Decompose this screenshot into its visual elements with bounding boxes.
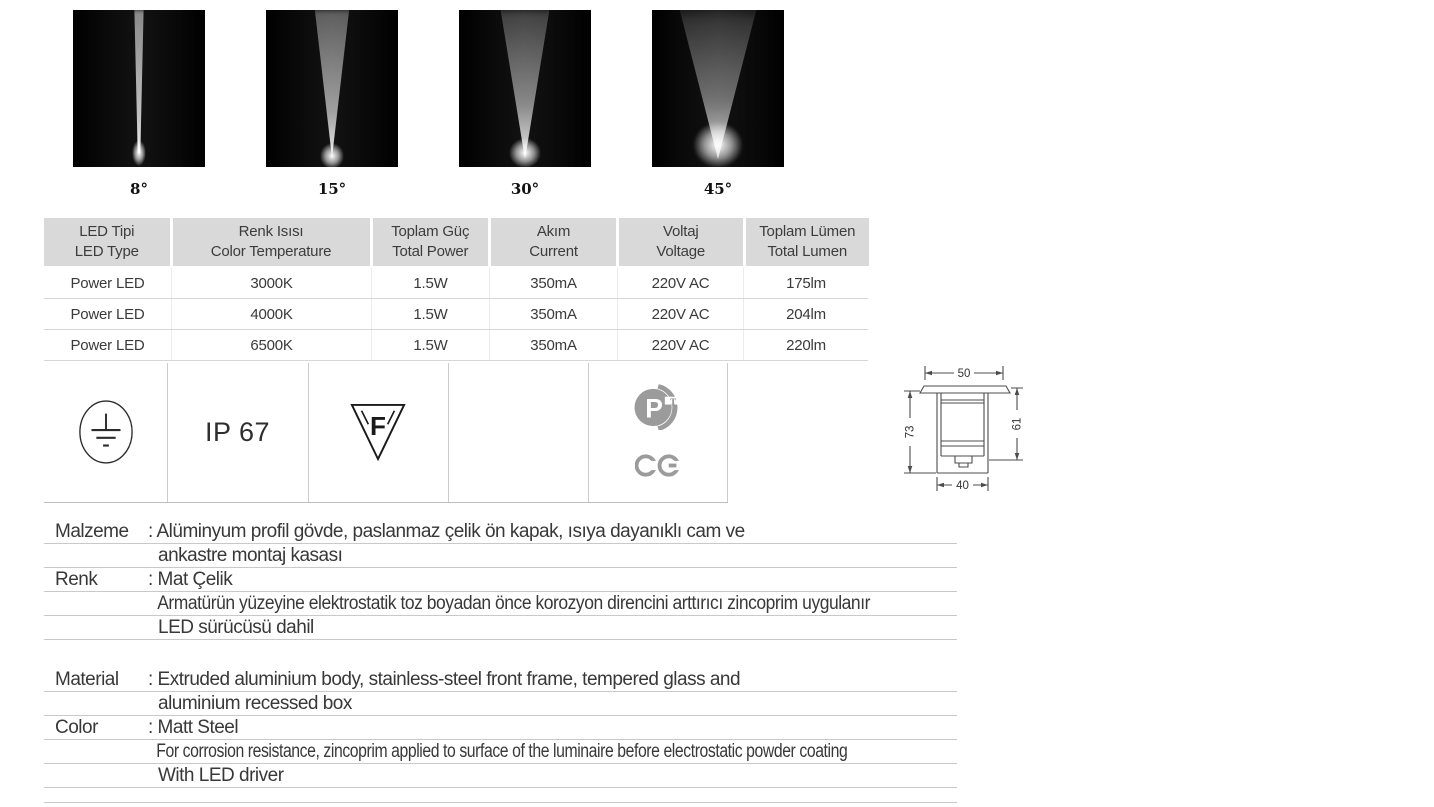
spec-row-material bbox=[44, 668, 957, 692]
pct-icon bbox=[632, 384, 684, 430]
table-row bbox=[44, 268, 868, 299]
header-line-en: LED Type bbox=[74, 243, 139, 260]
beam-photo-45deg bbox=[652, 10, 784, 198]
beam-angle-label: 8° bbox=[130, 180, 148, 198]
spec-text: : Extruded aluminium body, stainless-steel front frame, tempered glass and bbox=[148, 668, 741, 690]
beam-hotspot bbox=[320, 143, 344, 167]
cell-total-lumen: 204lm bbox=[786, 305, 826, 323]
beam-photo-15deg bbox=[266, 10, 398, 198]
spec-row-continuation bbox=[44, 544, 957, 568]
dimension-drawing bbox=[880, 360, 1062, 505]
spec-row-continuation bbox=[44, 616, 957, 640]
pct-ce-cell bbox=[588, 362, 728, 502]
spec-row-color bbox=[44, 716, 957, 740]
cell-divider bbox=[308, 363, 309, 502]
dim-height-left: 73 bbox=[904, 425, 917, 439]
column-header-current bbox=[491, 218, 616, 266]
cell-led-type: Power LED bbox=[44, 299, 172, 329]
column-header-total-lumen bbox=[746, 218, 870, 266]
beam-angle-label: 45° bbox=[703, 180, 733, 198]
spec-row-continuation bbox=[44, 764, 957, 788]
spec-label: Material bbox=[55, 668, 119, 690]
table-header-row bbox=[44, 218, 868, 266]
beam-photo-8deg bbox=[73, 10, 205, 198]
spec-text: : Matt Steel bbox=[148, 716, 239, 738]
header-line-en: Color Temperature bbox=[210, 243, 332, 260]
certifications-row bbox=[44, 362, 728, 503]
beam-hotspot bbox=[693, 122, 743, 167]
spec-row-continuation bbox=[44, 740, 957, 764]
spec-text: With LED driver bbox=[158, 764, 284, 786]
header-line-tr: Toplam Lümen bbox=[759, 223, 856, 240]
pct-t-letter: т bbox=[669, 394, 677, 408]
column-header-voltage bbox=[619, 218, 743, 266]
beam-hotspot bbox=[509, 138, 541, 167]
beam-photo-30deg bbox=[459, 10, 591, 198]
cell-total-lumen: 175lm bbox=[786, 274, 826, 292]
cell-led-type: Power LED bbox=[44, 268, 172, 298]
cell-color-temperature: 3000K bbox=[172, 268, 372, 298]
cell-led-type: Power LED bbox=[44, 330, 172, 360]
cell-divider bbox=[448, 363, 449, 502]
f-symbol-cell bbox=[308, 362, 448, 502]
page-bottom-rule bbox=[44, 802, 957, 803]
f-triangle-icon bbox=[349, 401, 407, 463]
cell-current: 350mA bbox=[490, 330, 618, 360]
cell-divider bbox=[167, 363, 168, 502]
spec-label: Malzeme bbox=[55, 520, 129, 542]
spec-row-continuation bbox=[44, 592, 957, 616]
spec-label: Renk bbox=[55, 568, 98, 590]
header-line-en: Total Lumen bbox=[767, 243, 848, 260]
cell-current: 350mA bbox=[490, 268, 618, 298]
spec-row-renk bbox=[44, 568, 957, 592]
f-symbol-letter: F bbox=[370, 410, 386, 441]
ip-rating-label: IP 67 bbox=[204, 416, 271, 447]
table-row bbox=[44, 299, 868, 330]
spec-text: Armatürün yüzeyine elektrostatik toz boyadan önce korozyon direncini arttırıcı zincoprim uygulanır bbox=[157, 592, 870, 614]
beam-angle-label: 15° bbox=[317, 180, 347, 198]
cell-color-temperature: 6500K bbox=[172, 330, 372, 360]
table-body bbox=[44, 268, 868, 361]
header-line-tr: Voltaj bbox=[663, 223, 699, 240]
beam-image-15deg bbox=[266, 10, 398, 167]
cell-total-power: 1.5W bbox=[372, 330, 490, 360]
beam-angle-label: 30° bbox=[510, 180, 540, 198]
cell-voltage: 220V AC bbox=[618, 268, 744, 298]
beam-image-45deg bbox=[652, 10, 784, 167]
cell-voltage: 220V AC bbox=[618, 330, 744, 360]
ip-rating-cell bbox=[167, 362, 308, 502]
earth-ground-cell bbox=[44, 362, 167, 502]
spec-text: LED sürücüsü dahil bbox=[158, 616, 314, 638]
column-header-color-temperature bbox=[173, 218, 370, 266]
table-row bbox=[44, 330, 868, 361]
beam-image-30deg bbox=[459, 10, 591, 167]
spec-text: For corrosion resistance, zincoprim applied to surface of the luminaire before electrostatic powder coating bbox=[156, 740, 848, 762]
spec-text: aluminium recessed box bbox=[158, 692, 352, 714]
header-line-tr: Renk Isısı bbox=[238, 223, 304, 240]
specs-turkish bbox=[44, 520, 957, 640]
cell-color-temperature: 4000K bbox=[172, 299, 372, 329]
pct-p-letter: Р bbox=[645, 392, 663, 423]
beam-image-8deg bbox=[73, 10, 205, 167]
dim-top-width: 50 bbox=[957, 368, 971, 380]
cell-voltage: 220V AC bbox=[618, 299, 744, 329]
column-header-total-power bbox=[373, 218, 489, 266]
cell-current: 350mA bbox=[490, 299, 618, 329]
cell-total-power: 1.5W bbox=[372, 268, 490, 298]
cell-total-lumen: 220lm bbox=[786, 336, 826, 354]
spec-text: : Mat Çelik bbox=[148, 568, 233, 590]
spec-text: ankastre montaj kasası bbox=[158, 544, 343, 566]
ce-icon bbox=[635, 450, 681, 481]
cell-divider bbox=[588, 363, 589, 502]
dim-bottom-width: 40 bbox=[956, 480, 969, 492]
column-header-led-type bbox=[44, 218, 170, 266]
cell-divider bbox=[727, 363, 728, 502]
header-line-tr: Akım bbox=[536, 223, 571, 240]
header-line-en: Current bbox=[529, 243, 578, 260]
spec-text: : Alüminyum profil gövde, paslanmaz çelik ön kapak, ısıya dayanıklı cam ve bbox=[148, 520, 745, 542]
earth-ground-icon bbox=[77, 398, 135, 466]
empty-cert-cell bbox=[448, 362, 588, 502]
beam-hotspot bbox=[132, 140, 146, 166]
led-spec-table bbox=[44, 218, 868, 361]
specs-english bbox=[44, 668, 957, 788]
spec-row-continuation bbox=[44, 692, 957, 716]
header-line-en: Total Power bbox=[392, 243, 469, 260]
spec-row-malzeme bbox=[44, 520, 957, 544]
cell-total-power: 1.5W bbox=[372, 299, 490, 329]
spec-label: Color bbox=[55, 716, 98, 738]
dim-height-right: 61 bbox=[1011, 417, 1024, 431]
header-line-tr: LED Tipi bbox=[79, 223, 135, 240]
header-line-en: Voltage bbox=[656, 243, 706, 260]
header-line-tr: Toplam Güç bbox=[391, 223, 470, 240]
